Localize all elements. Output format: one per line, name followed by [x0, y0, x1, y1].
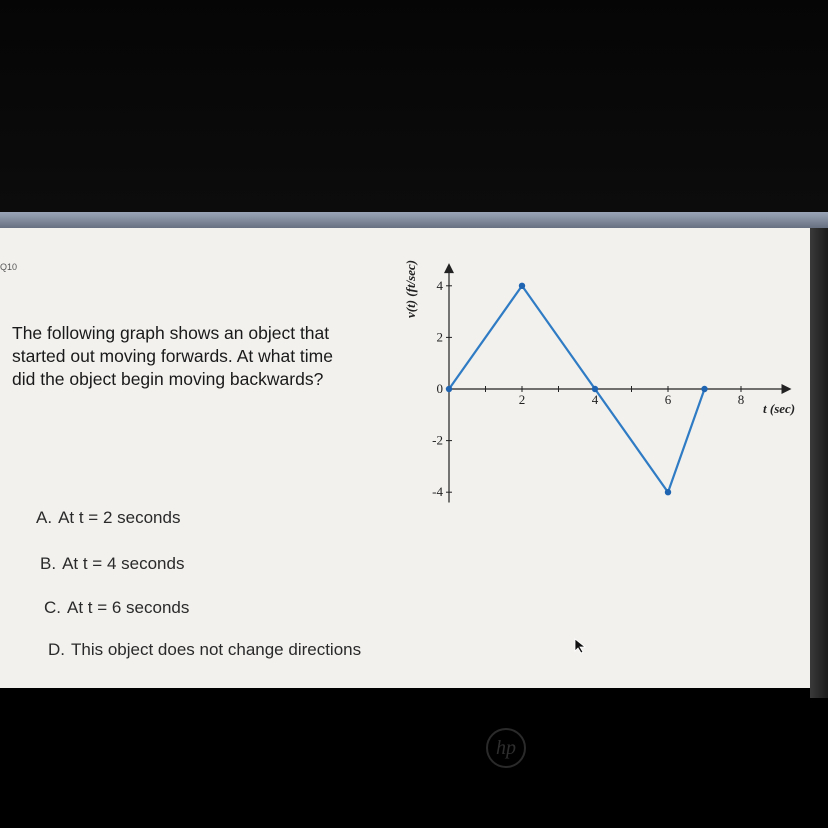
- x-tick-label: 8: [737, 392, 745, 407]
- choice-letter: A.: [36, 508, 53, 527]
- x-tick-label: 6: [664, 392, 672, 407]
- choice-label: At t = 2 seconds: [58, 508, 181, 527]
- mouse-cursor-icon: [574, 638, 588, 654]
- y-tick-label: -4: [432, 484, 443, 500]
- choice-c[interactable]: [44, 598, 189, 618]
- data-point: [701, 386, 707, 392]
- data-point: [446, 386, 452, 392]
- choice-letter: B.: [40, 554, 57, 573]
- choice-d[interactable]: [48, 640, 361, 660]
- x-axis-arrow-icon: [782, 384, 792, 394]
- axes: [444, 263, 792, 502]
- question-number: Q10: [0, 262, 18, 272]
- y-axis-label: v(t) (ft/sec): [403, 259, 418, 318]
- x-axis-label: t (sec): [763, 401, 796, 416]
- x-tick-label: 4: [591, 392, 599, 407]
- data-point: [592, 386, 598, 392]
- choice-label: At t = 4 seconds: [62, 554, 185, 573]
- y-axis-arrow-icon: [444, 263, 454, 273]
- photo-background-top: [0, 0, 828, 212]
- choice-a[interactable]: [36, 508, 180, 528]
- question-text: The following graph shows an object that started out moving forwards. At what time did the object begin moving backwards?: [12, 323, 333, 389]
- x-tick-label: 2: [518, 392, 526, 407]
- y-tick-label: -2: [432, 432, 443, 448]
- choice-b[interactable]: [40, 554, 184, 574]
- y-tick-label: 4: [436, 277, 443, 293]
- choice-letter: C.: [44, 598, 61, 617]
- choice-label: At t = 6 seconds: [67, 598, 190, 617]
- y-tick-label: 2: [436, 329, 443, 345]
- hp-logo: hp: [486, 728, 526, 768]
- choice-label: This object does not change directions: [71, 640, 362, 659]
- velocity-graph: [395, 240, 815, 510]
- data-point: [665, 489, 671, 495]
- data-point: [519, 283, 525, 289]
- y-tick-label: 0: [436, 381, 443, 396]
- choice-letter: D.: [48, 640, 65, 659]
